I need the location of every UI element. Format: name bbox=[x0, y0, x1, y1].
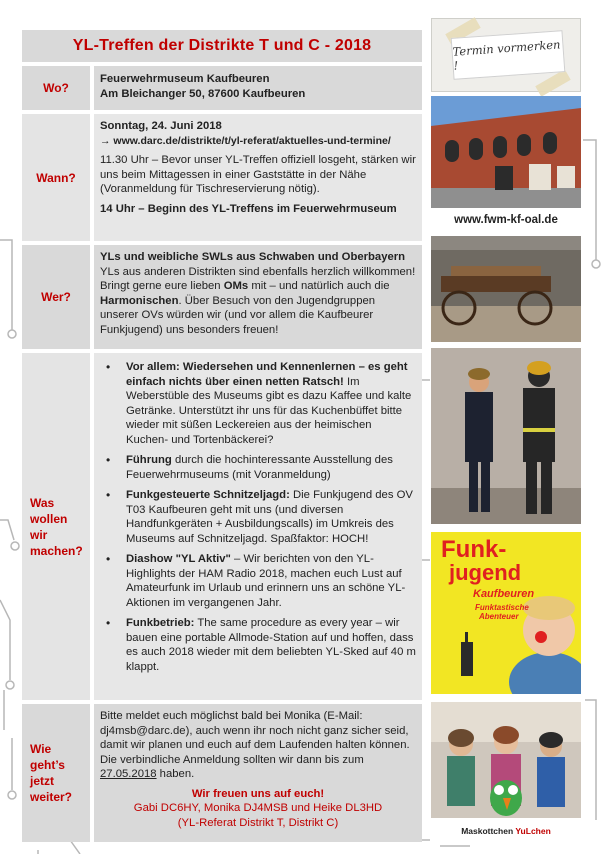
mascot-caption: Maskottchen YuLchen bbox=[461, 826, 551, 836]
who-heading: YLs und weibliche SWLs aus Schwaben und Oberbayern bbox=[100, 251, 406, 263]
next-content bbox=[94, 704, 422, 842]
event-url-link[interactable]: → www.darc.de/distrikte/t/yl-referat/aktuelles-und-termine/ bbox=[100, 134, 391, 147]
when-content bbox=[94, 114, 422, 241]
museum-name: Feuerwehrmuseum Kaufbeuren bbox=[100, 73, 270, 85]
label-what: Was wollen wir machen? bbox=[22, 353, 90, 700]
save-the-date-note bbox=[431, 18, 581, 92]
kaufbeuren-label: Kaufbeuren bbox=[473, 588, 535, 600]
label-when: Wann? bbox=[22, 114, 90, 241]
fire-cart-photo bbox=[431, 236, 581, 342]
row-when bbox=[22, 114, 422, 241]
list-item: • Vor allem: Wiedersehen und Kennenlernen – es geht einfach nichts über einen netten Ratsch! Im Weberstüble des Museums gibt es dazu Kaffee und kalte Getränke. Unterstützt ihr uns für das Kuchenbüffet bitte wieder mit süßen Leckereien aus der heimischen Kuchen- und Tortenbäckerei? bbox=[100, 360, 416, 447]
museum-address: Am Bleichanger 50, 87600 Kaufbeuren bbox=[100, 87, 306, 100]
funk-title: Funk- bbox=[441, 536, 507, 563]
event-date: Sonntag, 24. Juni 2018 bbox=[100, 120, 222, 132]
firefighters-photo bbox=[431, 348, 581, 524]
registration-text: Bitte meldet euch möglichst bald bei Monika (E-Mail: dj4msb@darc.de), auch wenn ihr noch nicht ganz sicher seid, damit wir planen und euch auf dem Laufenden halten können. Die verbindliche Anmeldung sollten wir dann bis zum 27.05.2018 haben. bbox=[100, 710, 410, 780]
who-text: YLs aus anderen Distrikten sind ebenfalls herzlich willkommen! Bringt gerne eure lieben OMs mit – und natürlich auch die Harmonischen. Über Besuch von den Jugendgruppen unserer OVs würden wir (und vor allem die Kaufbeurer Funkjugend) uns besonders freuen! bbox=[100, 265, 416, 336]
yl-referat-group-photo bbox=[431, 702, 581, 818]
who-content bbox=[94, 245, 422, 349]
abenteuer-label: Abenteuer bbox=[479, 612, 519, 621]
list-item: • Funkbetrieb: The same procedure as every year – wir bauen eine portable Allmode-Station auf und hoffen, dass es auch 2018 wieder mit dem beliebten YL-Sked auf 40 m klappt. bbox=[100, 616, 416, 674]
what-content bbox=[94, 353, 422, 700]
label-next: Wie geht’s jetzt weiter? bbox=[22, 704, 90, 842]
list-item: • Führung durch die hochinteressante Ausstellung des Feuerwehrmuseums (mit Voranmeldung) bbox=[100, 453, 416, 482]
row-who bbox=[22, 245, 422, 349]
start-info: 14 Uhr – Beginn des YL-Treffens im Feuerwehrmuseum bbox=[100, 202, 397, 215]
funktastische-label: Funktastische bbox=[475, 603, 529, 612]
row-next bbox=[22, 704, 422, 842]
row-what bbox=[22, 353, 422, 700]
label-where: Wo? bbox=[22, 66, 90, 110]
activity-list bbox=[100, 360, 416, 674]
funkjugend-poster bbox=[431, 532, 581, 694]
page-title: YL-Treffen der Distrikte T und C - 2018 bbox=[22, 30, 422, 62]
row-where bbox=[22, 66, 422, 110]
lunch-info: 11.30 Uhr – Bevor unser YL-Treffen offiziell losgeht, stärken wir uns beim Mittagessen in einer Gaststätte in der Nähe (Voranmeldung für Tischreservierung nötig). bbox=[100, 154, 416, 195]
museum-building-photo bbox=[431, 96, 581, 208]
jugend-title: jugend bbox=[449, 560, 522, 585]
label-who: Wer? bbox=[22, 245, 90, 349]
list-item: • Funkgesteuerte Schnitzeljagd: Die Funkjugend des OV T03 Kaufbeuren geht mit uns (und diversen Handfunkgeräten + Ausbildungscalls) im Umkreis des Museums auf Schnitzeljagd. Spaßfaktor: HOCH! bbox=[100, 488, 416, 546]
where-content bbox=[94, 66, 422, 110]
museum-website[interactable]: www.fwm-kf-oal.de bbox=[454, 214, 558, 226]
organizer-names: Gabi DC6HY, Monika DJ4MSB und Heike DL3HD bbox=[133, 802, 383, 814]
list-item: • Diashow "YL Aktiv" – Wir berichten von den YL-Highlights der HAM Radio 2018, machen euch Lust auf Amateurfunk im Urlaub und erinnern uns an schöne YL-Aktionen im vergangenen Jahr. bbox=[100, 552, 416, 610]
note-text: Termin vormerken ! bbox=[451, 30, 566, 80]
organizer-referat: (YL-Referat Distrikt T, Distrikt C) bbox=[177, 816, 339, 829]
closing-line: Wir freuen uns auf euch! bbox=[191, 787, 325, 800]
